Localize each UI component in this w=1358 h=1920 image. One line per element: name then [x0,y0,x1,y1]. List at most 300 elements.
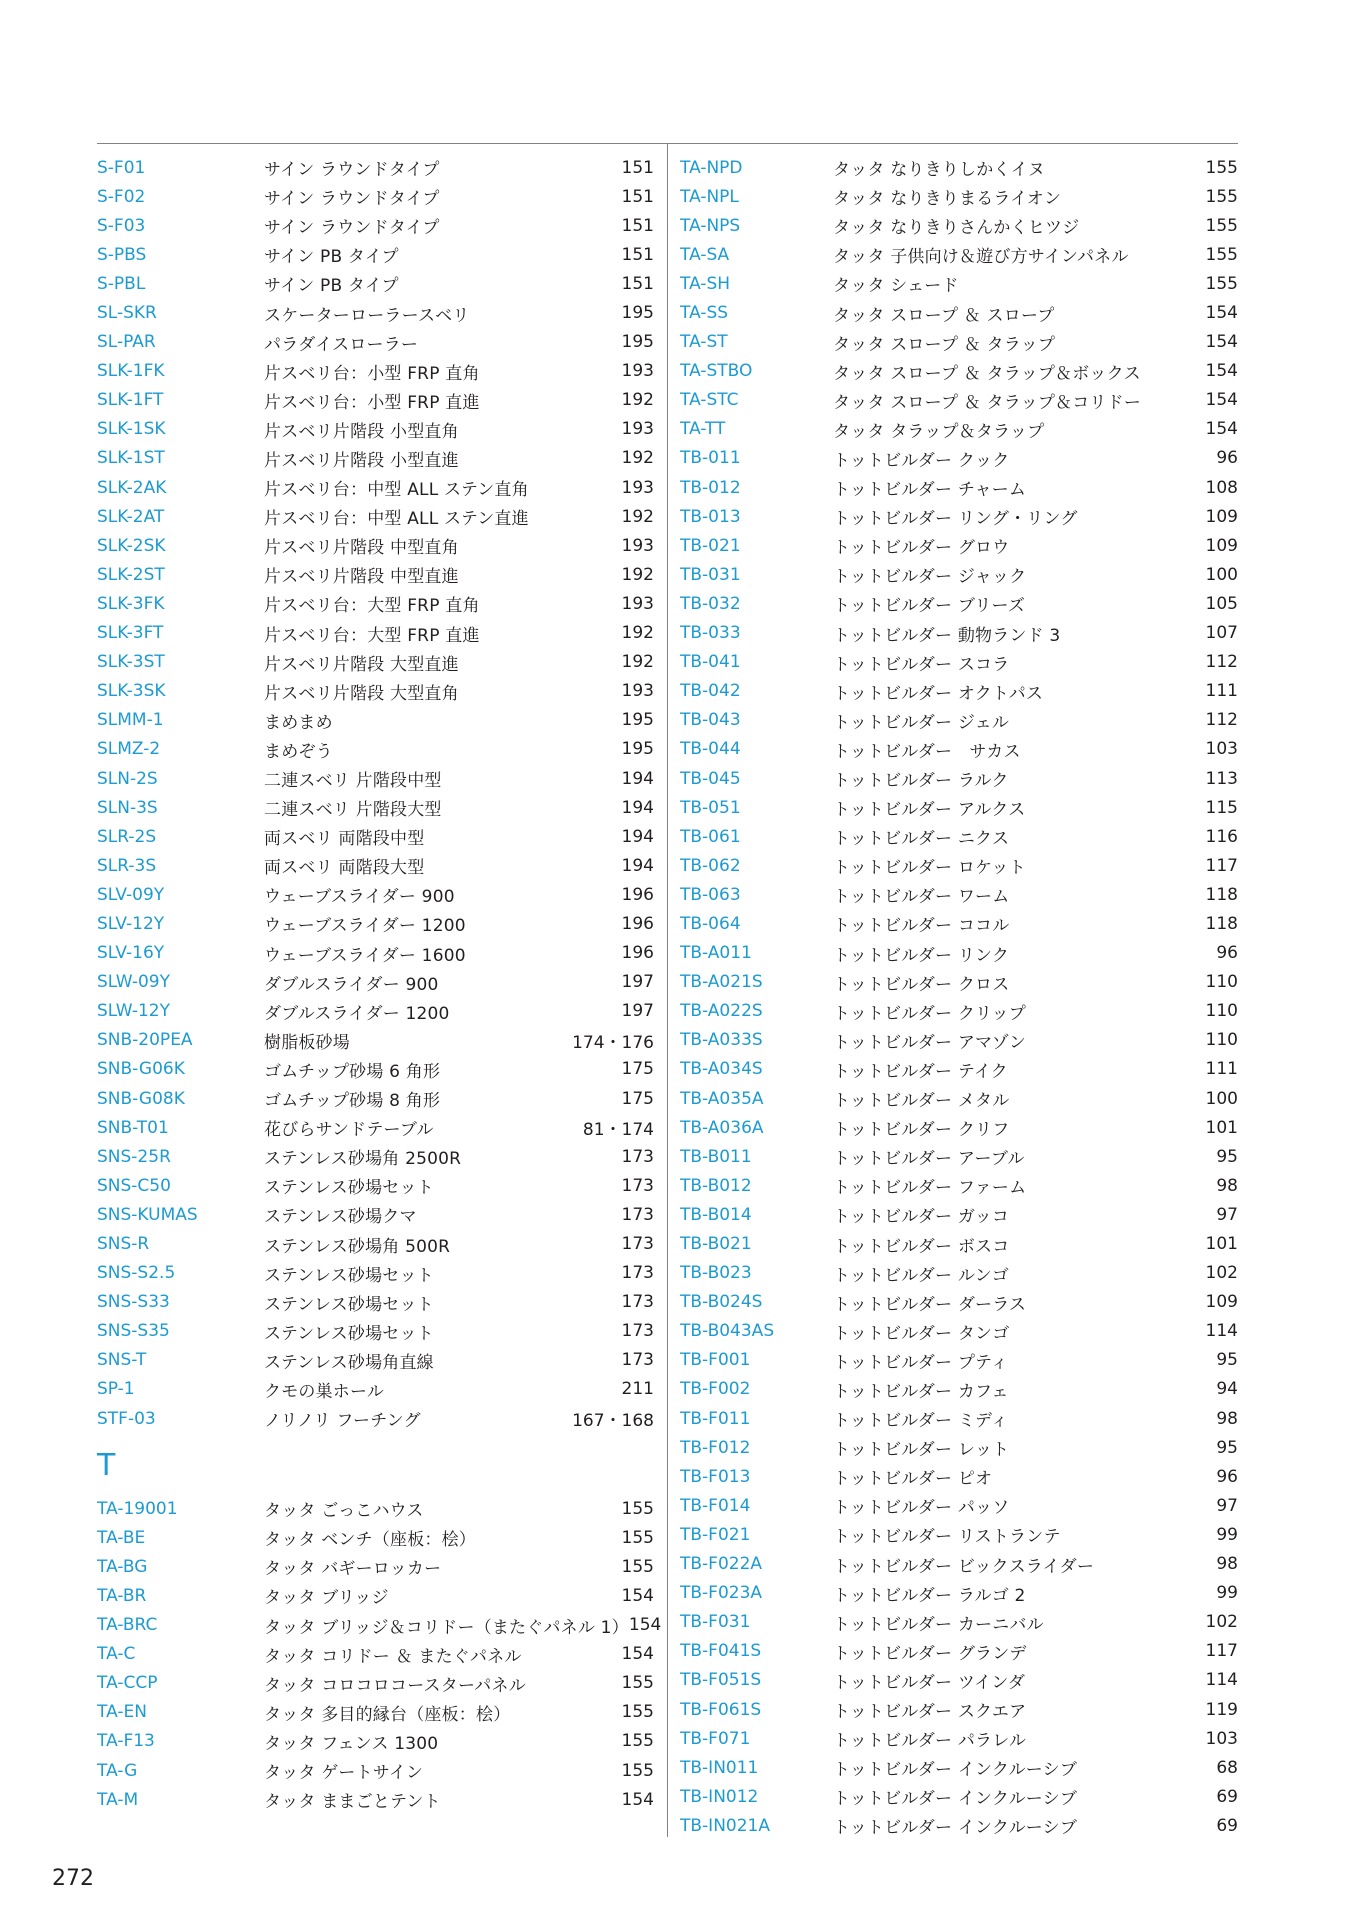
entry-code: SLW-12Y [97,1001,170,1022]
entry-name: トットビルダー アマゾン [833,1032,1027,1053]
entry-name: タッタ ブリッジ [264,1588,389,1609]
entry-name: サイン ラウンドタイプ [264,189,440,210]
entry-code: TA-19001 [97,1498,178,1519]
entry-code: SLK-2AK [97,477,167,498]
entry-page: 99 [1216,1524,1238,1545]
entry-code: SNB-G06K [97,1059,185,1080]
entry-code: TB-032 [680,593,741,614]
entry-name: トットビルダー リストランテ [833,1527,1061,1548]
entry-code: TA-NPS [680,215,741,236]
index-entry [680,1608,1238,1637]
entry-name: タッタ バギーロッカー [264,1559,442,1580]
entry-page: 95 [1216,1350,1238,1371]
entry-name: トットビルダー メタル [833,1091,1010,1112]
entry-name: まめまめ [264,712,333,733]
entry-page: 68 [1216,1757,1238,1778]
entry-page: 155 [1205,244,1238,265]
entry-code: TB-F021 [680,1524,751,1545]
entry-name: ゴムチップ砂場 8 角形 [264,1091,441,1112]
entry-page: 167・168 [572,1411,654,1432]
entry-page: 155 [1205,273,1238,294]
entry-name: 片スベリ片階段 大型直進 [264,654,459,675]
entry-code: SLN-3S [97,797,158,818]
entry-name: ステンレス砂場クマ [264,1207,417,1228]
index-entry [680,415,1238,444]
entry-code: SNS-S35 [97,1321,170,1342]
entry-code: TA-BE [97,1527,146,1548]
entry-code: SLK-2ST [97,564,165,585]
index-entry [680,1753,1238,1782]
entry-code: TA-EN [97,1702,147,1723]
entry-code: SL-SKR [97,303,157,324]
index-entry [680,328,1238,357]
entry-name: タッタ なりきりまるライオン [833,189,1062,210]
index-entry [97,502,654,531]
index-entry [97,240,654,269]
entry-name: ステンレス砂場セット [264,1178,434,1199]
entry-name: タッタ スロープ ＆ タラップ＆ボックス [833,363,1141,384]
entry-code: SNS-KUMAS [97,1204,198,1225]
entry-name: 片スベリ片階段 大型直角 [264,683,459,704]
entry-page: 175 [621,1059,654,1080]
section-letter: T [97,1448,116,1484]
entry-page: 155 [1205,157,1238,178]
entry-code: SLK-2AT [97,506,165,527]
entry-name: ステンレス砂場角 2500R [264,1149,462,1170]
entry-page: 117 [1205,1641,1238,1662]
index-entry [97,1669,654,1698]
index-entry [97,880,654,909]
entry-code: TB-A033S [680,1030,763,1051]
entry-code: TA-NPL [680,186,739,207]
entry-page: 154 [1205,419,1238,440]
entry-page: 155 [621,1498,654,1519]
entry-name: タッタ ごっこハウス [264,1501,424,1522]
index-entry [680,1317,1238,1346]
index-entry [97,1581,654,1610]
index-entry [97,182,654,211]
entry-page: 173 [621,1321,654,1342]
entry-name: 片スベリ台：小型 FRP 直進 [264,392,480,413]
index-entry [97,735,654,764]
entry-name: トットビルダー カーニバル [833,1614,1044,1635]
entry-name: ステンレス砂場角直線 [264,1352,434,1373]
entry-name: トットビルダー 動物ランド 3 [833,625,1061,646]
entry-name: トットビルダー ダーラス [833,1294,1027,1315]
entry-page: 114 [1205,1670,1238,1691]
entry-name: クモの巣ホール [264,1381,385,1402]
entry-page: 96 [1216,448,1238,469]
entry-page: 154 [1205,332,1238,353]
entry-page: 111 [1205,681,1238,702]
entry-code: TB-F041S [680,1641,762,1662]
entry-name: ステンレス砂場角 500R [264,1236,451,1257]
entry-code: S-F02 [97,186,146,207]
entry-page: 109 [1205,506,1238,527]
index-entry [97,1375,654,1404]
index-entry [680,473,1238,502]
index-entry [680,1404,1238,1433]
entry-name: ダブルスライダー 1200 [264,1003,450,1024]
entry-name: トットビルダー ココル [833,916,1010,937]
index-entry [680,589,1238,618]
index-entry [97,648,654,677]
entry-code: SLK-1FT [97,390,164,411]
index-entry [680,1695,1238,1724]
entry-name: トットビルダー ルンゴ [833,1265,1009,1286]
index-entry [680,1084,1238,1113]
index-entry [680,1520,1238,1549]
entry-page: 96 [1216,1466,1238,1487]
entry-name: タッタ 多目的縁台（座板：桧） [264,1704,511,1725]
entry-name: トットビルダー ワーム [833,887,1010,908]
entry-name: トットビルダー クリフ [833,1120,1010,1141]
entry-code: SNB-G08K [97,1088,185,1109]
index-entry [97,1640,654,1669]
entry-name: トットビルダー ボスコ [833,1236,1010,1257]
entry-code: TB-F014 [680,1495,751,1516]
entry-page: 108 [1205,477,1238,498]
index-entry [680,1579,1238,1608]
entry-code: TA-NPD [680,157,743,178]
index-entry [97,473,654,502]
entry-name: タッタ ままごとテント [264,1792,441,1813]
entry-code: TB-F061S [680,1699,762,1720]
index-entry [97,1523,654,1552]
entry-name: トットビルダー クロス [833,974,1010,995]
entry-page: 151 [621,186,654,207]
entry-name: トットビルダー ジェル [833,712,1010,733]
entry-page: 118 [1205,884,1238,905]
entry-page: 194 [621,768,654,789]
entry-name: トットビルダー タンゴ [833,1323,1010,1344]
index-entry [680,997,1238,1026]
entry-code: TB-064 [680,913,741,934]
entry-page: 194 [621,797,654,818]
index-entry [680,1724,1238,1753]
entry-page: 193 [621,593,654,614]
entry-page: 81・174 [582,1120,654,1141]
entry-name: スケーターローラースベリ [264,305,470,326]
entry-page: 110 [1205,972,1238,993]
entry-name: サイン ラウンドタイプ [264,218,440,239]
index-entry [680,1346,1238,1375]
entry-code: TB-F013 [680,1466,751,1487]
index-entry [97,851,654,880]
entry-page: 97 [1216,1204,1238,1225]
entry-name: タッタ コリドー ＆ またぐパネル [264,1646,522,1667]
entry-code: TA-C [97,1644,136,1665]
entry-page: 193 [621,681,654,702]
entry-page: 112 [1205,710,1238,731]
entry-code: TA-BRC [97,1615,158,1636]
entry-name: タッタ フェンス 1300 [264,1733,439,1754]
entry-code: TB-F051S [680,1670,762,1691]
entry-page: 192 [621,390,654,411]
index-entry [680,1433,1238,1462]
index-entry [97,1200,654,1229]
entry-code: TB-B023 [680,1263,752,1284]
entry-name: 片スベリ片階段 中型直角 [264,538,459,559]
entry-page: 154 [628,1615,662,1636]
entry-name: トットビルダー インクルーシブ [833,1789,1078,1810]
entry-code: TB-A022S [680,1001,763,1022]
entry-page: 109 [1205,535,1238,556]
entry-code: TB-043 [680,710,741,731]
entry-page: 195 [621,332,654,353]
entry-page: 194 [621,855,654,876]
entry-page: 151 [621,244,654,265]
index-entry [97,1317,654,1346]
entry-name: 二連スベリ 片階段中型 [264,771,442,792]
entry-code: SNB-T01 [97,1117,169,1138]
entry-page: 154 [1205,361,1238,382]
entry-page: 107 [1205,623,1238,644]
entry-page: 119 [1205,1699,1238,1720]
index-entry [97,1113,654,1142]
entry-page: 211 [621,1379,654,1400]
entry-code: SLK-1ST [97,448,165,469]
index-entry [97,1229,654,1258]
entry-name: トットビルダー ラルゴ 2 [833,1585,1026,1606]
entry-page: 103 [1205,1728,1238,1749]
index-entry [680,1811,1238,1840]
entry-page: 193 [621,477,654,498]
entry-code: SLV-09Y [97,884,165,905]
entry-page: 173 [621,1263,654,1284]
entry-code: TB-021 [680,535,741,556]
entry-code: TB-061 [680,826,741,847]
index-entry [680,619,1238,648]
entry-name: トットビルダー インクルーシブ [833,1818,1078,1839]
index-entry [680,706,1238,735]
entry-code: SLK-3SK [97,681,166,702]
entry-code: SLK-2SK [97,535,166,556]
index-entry [97,1727,654,1756]
entry-page: 100 [1205,1088,1238,1109]
index-entry [97,1698,654,1727]
entry-name: トットビルダー ガッコ [833,1207,1010,1228]
index-entry [97,211,654,240]
index-list-s [97,153,654,1433]
entry-page: 151 [621,157,654,178]
entry-page: 94 [1216,1379,1238,1400]
index-entry [680,1462,1238,1491]
entry-name: トットビルダー パラレル [833,1731,1027,1752]
index-entry [680,1637,1238,1666]
entry-name: ゴムチップ砂場 6 角形 [264,1061,441,1082]
entry-page: 155 [621,1673,654,1694]
entry-code: TB-B012 [680,1175,752,1196]
entry-code: TB-F001 [680,1350,751,1371]
entry-name: 片スベリ片階段 小型直角 [264,421,459,442]
index-entry [680,1171,1238,1200]
index-entry [97,269,654,298]
index-list-right [680,153,1238,1840]
entry-code: TB-031 [680,564,741,585]
entry-name: タッタ ベンチ（座板：桧） [264,1530,477,1551]
entry-name: ウェーブスライダー 1600 [264,945,466,966]
entry-page: 101 [1205,1234,1238,1255]
entry-name: タッタ 子供向け＆遊び方サインパネル [833,247,1129,268]
entry-code: SNS-S33 [97,1292,170,1313]
entry-name: 両スベリ 両階段大型 [264,858,425,879]
index-entry [97,822,654,851]
entry-code: TA-M [97,1789,139,1810]
entry-name: ノリノリ フーチング [264,1411,421,1432]
entry-name: 片スベリ片階段 小型直進 [264,450,459,471]
entry-code: TB-A035A [680,1088,764,1109]
entry-code: TB-F023A [680,1583,763,1604]
entry-name: まめぞう [264,741,333,762]
entry-code: TB-F011 [680,1408,751,1429]
index-entry [97,560,654,589]
entry-code: SLMM-1 [97,710,164,731]
entry-page: 101 [1205,1117,1238,1138]
entry-code: TB-A021S [680,972,763,993]
entry-page: 155 [621,1760,654,1781]
entry-name: トットビルダー サカス [833,741,1021,762]
index-entry [97,909,654,938]
entry-name: 片スベリ片階段 中型直進 [264,567,459,588]
entry-name: トットビルダー テイク [833,1061,1008,1082]
entry-code: TB-A011 [680,943,752,964]
entry-code: SLK-1FK [97,361,165,382]
entry-name: タッタ コロコロコースターパネル [264,1675,526,1696]
entry-page: 155 [621,1702,654,1723]
entry-name: タッタ スロープ ＆ スロープ [833,305,1055,326]
entry-code: TB-A034S [680,1059,763,1080]
entry-name: トットビルダー カフェ [833,1381,1009,1402]
index-entry [97,1084,654,1113]
entry-page: 196 [621,884,654,905]
entry-code: TB-A036A [680,1117,764,1138]
entry-code: TB-011 [680,448,741,469]
entry-page: 173 [621,1292,654,1313]
entry-code: TB-051 [680,797,741,818]
entry-code: SL-PAR [97,332,156,353]
entry-name: トットビルダー プティ [833,1352,1009,1373]
entry-code: TB-041 [680,652,741,673]
entry-code: SLR-2S [97,826,157,847]
index-entry [680,764,1238,793]
entry-code: SNS-R [97,1234,150,1255]
entry-page: 98 [1216,1554,1238,1575]
entry-name: トットビルダー アルクス [833,800,1026,821]
entry-name: トットビルダー ミディ [833,1411,1009,1432]
entry-code: TA-SS [680,303,729,324]
entry-code: TA-CCP [97,1673,158,1694]
entry-page: 196 [621,913,654,934]
entry-code: SNS-25R [97,1146,171,1167]
entry-code: TB-B024S [680,1292,763,1313]
index-entry [680,502,1238,531]
entry-page: 69 [1216,1786,1238,1807]
entry-page: 96 [1216,943,1238,964]
entry-name: サイン ラウンドタイプ [264,160,440,181]
entry-page: 113 [1205,768,1238,789]
index-entry [680,386,1238,415]
entry-code: TB-B011 [680,1146,752,1167]
entry-name: トットビルダー ロケット [833,858,1026,879]
entry-page: 118 [1205,913,1238,934]
entry-code: TA-TT [680,419,726,440]
entry-code: STF-03 [97,1408,156,1429]
entry-code: SLK-3ST [97,652,165,673]
index-entry [680,560,1238,589]
index-entry [680,880,1238,909]
index-entry [680,822,1238,851]
entry-code: SLK-3FK [97,593,165,614]
entry-page: 192 [621,652,654,673]
entry-name: トットビルダー クック [833,450,1010,471]
column-divider [667,143,668,1837]
entry-page: 105 [1205,593,1238,614]
entry-page: 102 [1205,1612,1238,1633]
entry-code: TB-B043AS [680,1321,775,1342]
index-entry [680,851,1238,880]
entry-name: トットビルダー クリップ [833,1003,1026,1024]
entry-page: 95 [1216,1437,1238,1458]
entry-code: TA-G [97,1760,138,1781]
entry-page: 155 [621,1556,654,1577]
entry-code: TB-F031 [680,1612,751,1633]
entry-name: ステンレス砂場セット [264,1294,434,1315]
page-number: 272 [52,1866,94,1891]
index-entry [680,1026,1238,1055]
entry-page: 194 [621,826,654,847]
entry-page: 195 [621,303,654,324]
entry-name: ダブルスライダー 900 [264,974,439,995]
entry-name: トットビルダー ブリーズ [833,596,1026,617]
entry-page: 192 [621,623,654,644]
index-entry [97,1346,654,1375]
entry-name: 二連スベリ 片階段大型 [264,800,442,821]
entry-code: TA-SA [680,244,730,265]
entry-name: 片スベリ台：大型 FRP 直進 [264,625,480,646]
index-entry [680,444,1238,473]
index-entry [680,211,1238,240]
entry-name: トットビルダー リング・リング [833,509,1078,530]
index-entry [680,1055,1238,1084]
entry-name: トットビルダー ジャック [833,567,1027,588]
index-entry [97,1404,654,1433]
index-entry [680,1375,1238,1404]
index-entry [680,531,1238,560]
index-entry [680,298,1238,327]
index-entry [97,1785,654,1814]
entry-page: 154 [1205,390,1238,411]
entry-code: SLN-2S [97,768,158,789]
entry-name: サイン PB タイプ [264,247,399,268]
entry-name: トットビルダー オクトパス [833,683,1044,704]
index-entry [680,1259,1238,1288]
entry-code: SLR-3S [97,855,157,876]
entry-name: 片スベリ台：中型 ALL ステン直進 [264,509,529,530]
index-entry [97,386,654,415]
index-entry [97,619,654,648]
entry-page: 110 [1205,1030,1238,1051]
index-entry [97,444,654,473]
entry-page: 99 [1216,1583,1238,1604]
entry-page: 155 [1205,186,1238,207]
index-entry [680,1491,1238,1520]
index-entry [680,939,1238,968]
index-entry [97,589,654,618]
index-entry [680,968,1238,997]
entry-code: TB-062 [680,855,741,876]
entry-page: 151 [621,215,654,236]
